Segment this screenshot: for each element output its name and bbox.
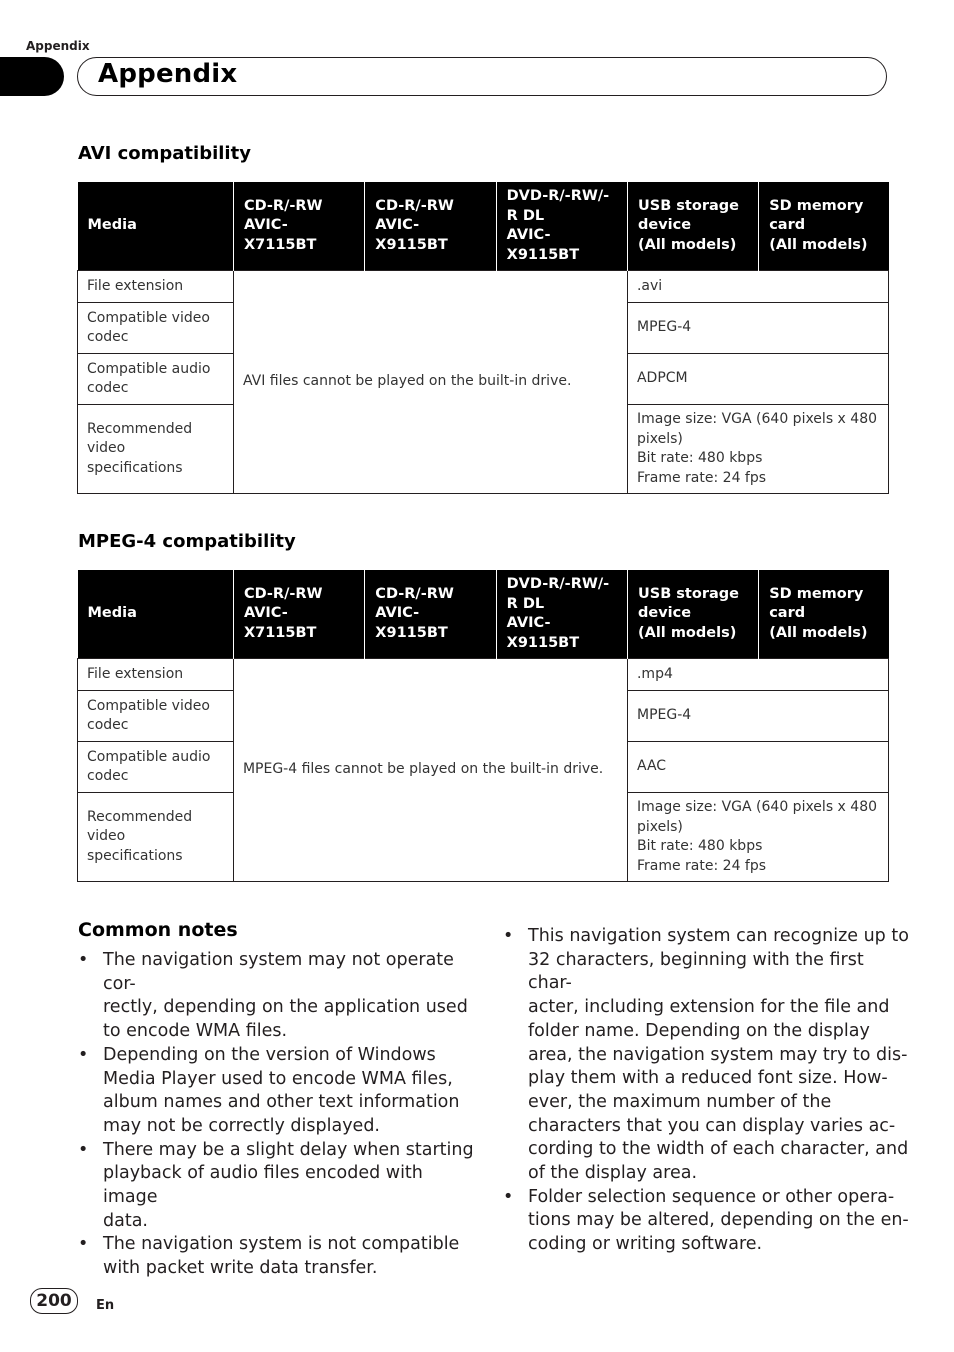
- table-header-row: [78, 182, 889, 271]
- value-audio-codec: ADPCM: [627, 354, 888, 405]
- header-usb-storage: USB storage device (All models): [627, 570, 758, 659]
- value-file-extension: .avi: [627, 271, 888, 303]
- list-item: • There may be a slight delay when starting playback of audio files encoded with image data.: [78, 1139, 478, 1234]
- common-notes-heading: Common notes: [78, 919, 238, 941]
- value-video-specs: Image size: VGA (640 pixels x 480 pixels) Bit rate: 480 kbps Frame rate: 24 fps: [627, 793, 888, 882]
- list-item: • Depending on the version of Windows Media Player used to encode WMA files, album names and other text information may not be correctly displayed.: [78, 1044, 478, 1139]
- list-item: • The navigation system is not compatible with packet write data transfer.: [78, 1233, 478, 1280]
- row-label-audio-codec: Compatible audio codec: [78, 742, 234, 793]
- page-title-frame: [77, 57, 887, 96]
- row-label-file-extension: File extension: [78, 659, 234, 691]
- page-number-badge: 200: [30, 1288, 78, 1314]
- row-label-video-codec: Compatible video codec: [78, 691, 234, 742]
- header-cd-x7115bt: CD-R/-RW AVIC- X7115BT: [233, 570, 364, 659]
- value-video-codec: MPEG-4: [627, 303, 888, 354]
- header-cd-x7115bt: CD-R/-RW AVIC- X7115BT: [233, 182, 364, 271]
- builtin-drive-note: AVI files cannot be played on the built-in drive.: [233, 271, 627, 494]
- header-usb-storage: USB storage device (All models): [627, 182, 758, 271]
- avi-compatibility-table: [77, 182, 889, 494]
- row-label-file-extension: File extension: [78, 271, 234, 303]
- header-sd-card: SD memory card (All models): [759, 182, 889, 271]
- builtin-drive-note: MPEG-4 files cannot be played on the built-in drive.: [233, 659, 627, 882]
- language-code: En: [96, 1298, 115, 1313]
- table-row: [78, 659, 889, 691]
- header-dvd-x9115bt: DVD-R/-RW/- R DL AVIC- X9115BT: [496, 570, 627, 659]
- list-item: • This navigation system can recognize up to 32 characters, beginning with the first char- acter, including extension for the file and folder name. Depending on the display area, the navigation system may try to dis- play them with a reduced font size. How- ever, the maximum number of the characters that you can display varies ac- cording to the width of each character, and of the display area.: [503, 925, 913, 1186]
- row-label-video-specs: Recommended video specifications: [78, 793, 234, 882]
- header-cd-x9115bt: CD-R/-RW AVIC- X9115BT: [365, 570, 496, 659]
- table-header-row: [78, 570, 889, 659]
- header-media: Media: [78, 570, 234, 659]
- list-item: • The navigation system may not operate cor- rectly, depending on the application used to encode WMA files.: [78, 949, 478, 1044]
- mpeg4-section-heading: MPEG-4 compatibility: [78, 531, 296, 552]
- value-file-extension: .mp4: [627, 659, 888, 691]
- header-sd-card: SD memory card (All models): [759, 570, 889, 659]
- common-notes-left-list: [78, 949, 478, 1281]
- mpeg4-compatibility-table: [77, 570, 889, 882]
- value-video-specs: Image size: VGA (640 pixels x 480 pixels) Bit rate: 480 kbps Frame rate: 24 fps: [627, 405, 888, 494]
- row-label-video-specs: Recommended video specifications: [78, 405, 234, 494]
- header-cd-x9115bt: CD-R/-RW AVIC- X9115BT: [365, 182, 496, 271]
- list-item: • Folder selection sequence or other opera- tions may be altered, depending on the en- coding or writing software.: [503, 1186, 913, 1257]
- value-video-codec: MPEG-4: [627, 691, 888, 742]
- page-title: Appendix: [98, 59, 238, 89]
- header-media: Media: [78, 182, 234, 271]
- common-notes-right-list: [503, 925, 913, 1257]
- row-label-video-codec: Compatible video codec: [78, 303, 234, 354]
- value-audio-codec: AAC: [627, 742, 888, 793]
- header-dvd-x9115bt: DVD-R/-RW/- R DL AVIC- X9115BT: [496, 182, 627, 271]
- row-label-audio-codec: Compatible audio codec: [78, 354, 234, 405]
- section-tab-marker: [0, 57, 64, 96]
- table-row: [78, 271, 889, 303]
- avi-section-heading: AVI compatibility: [78, 143, 251, 164]
- running-head: Appendix: [26, 39, 90, 53]
